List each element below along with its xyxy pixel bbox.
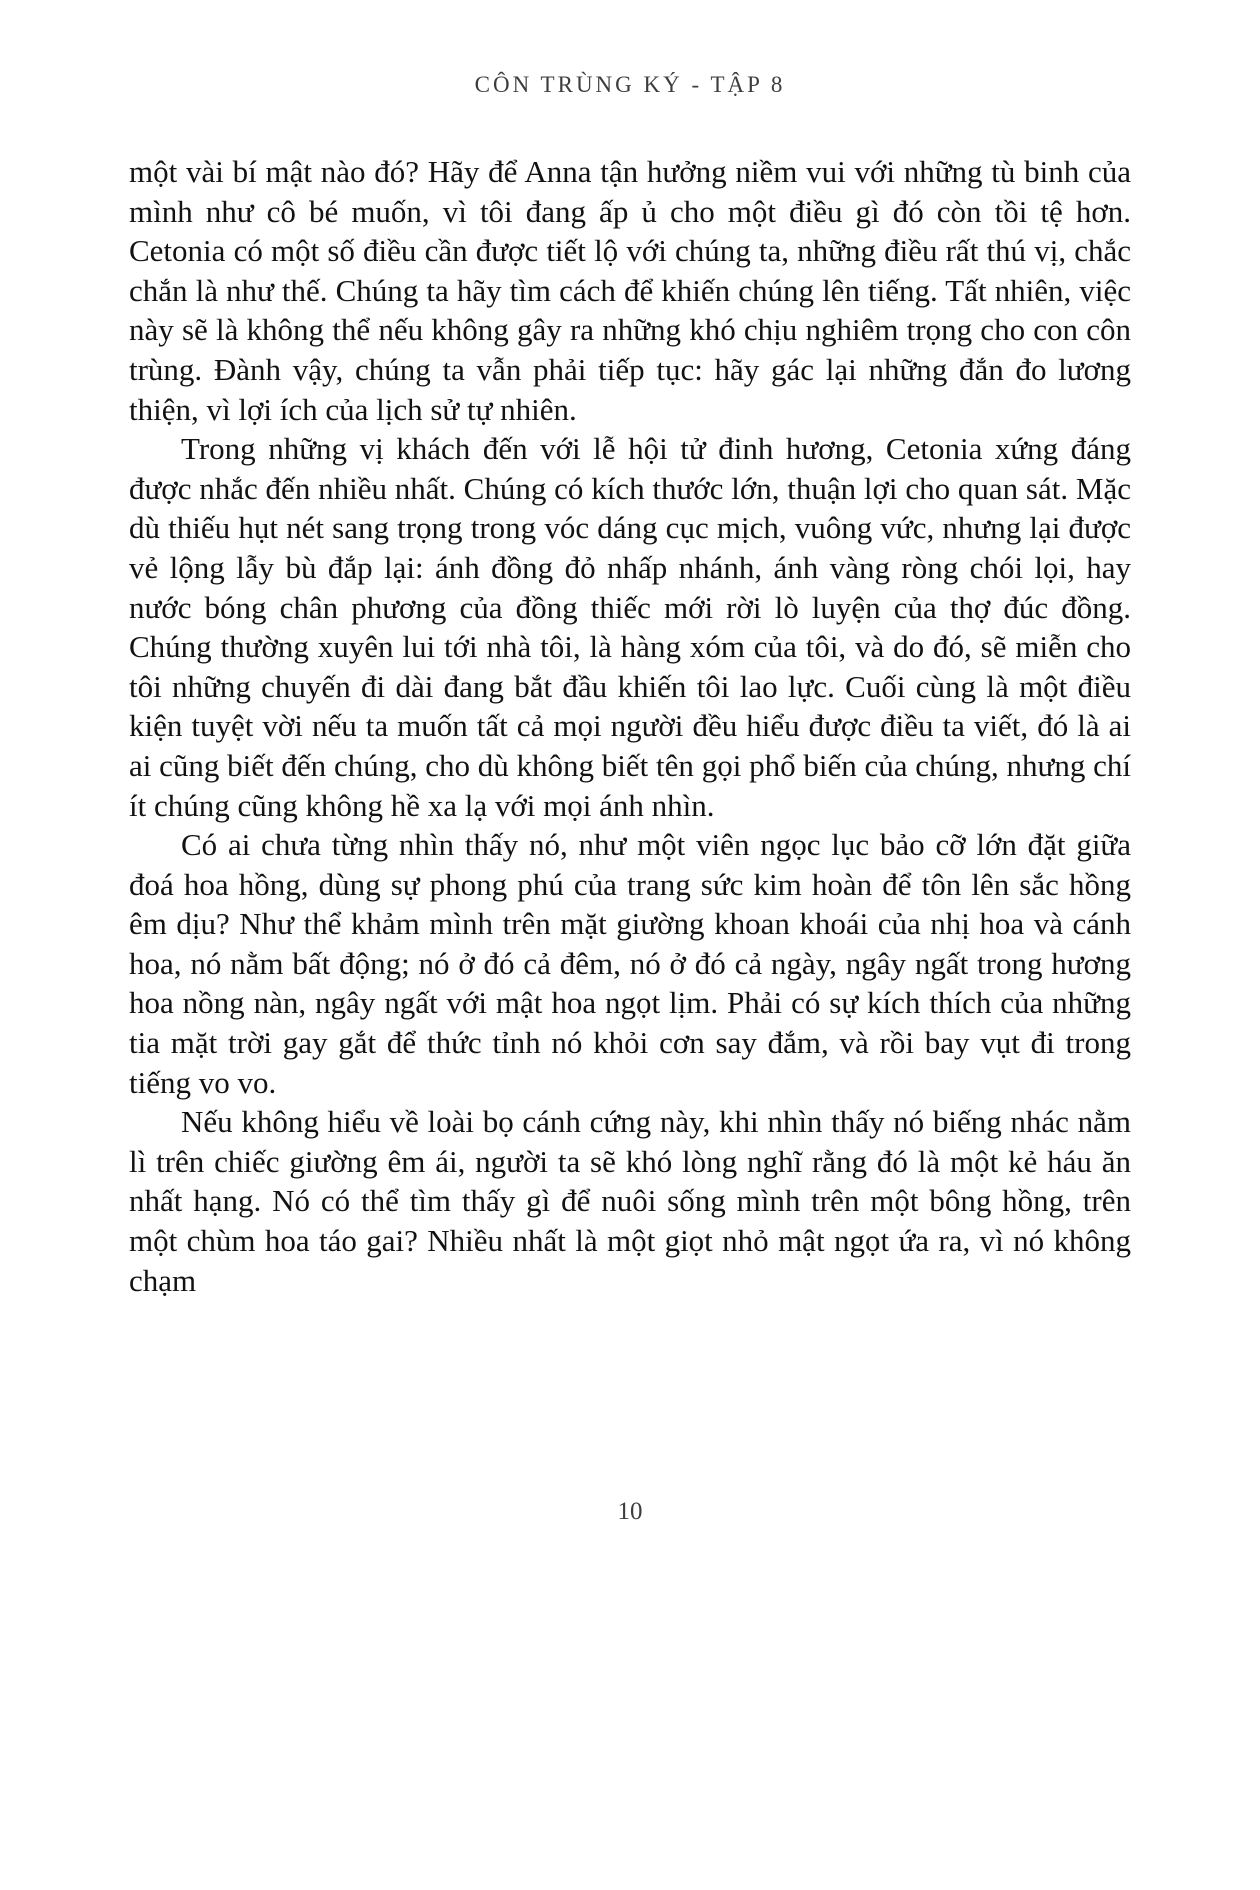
paragraph-continuation: một vài bí mật nào đó? Hãy để Anna tận hưởng niềm vui với những tù binh của mình như cô bé muốn, vì tôi đang ấp ủ cho một điều gì đó còn tồi tệ hơn. Cetonia có một số điều cần được tiết lộ với chúng ta, những điều rất thú vị, chắc chắn là như thế. Chúng ta hãy tìm cách để khiến chúng lên tiếng. Tất nhiên, việc này sẽ là không thể nếu không gây ra những khó chịu nghiêm trọng cho con côn trùng. Đành vậy, chúng ta vẫn phải tiếp tục: hãy gác lại những đắn đo lương thiện, vì lợi ích của lịch sử tự nhiên.: [129, 154, 1131, 427]
page-body: [129, 152, 1131, 1300]
paragraph: Nếu không hiểu về loài bọ cánh cứng này, khi nhìn thấy nó biếng nhác nằm lì trên chiếc giường êm ái, người ta sẽ khó lòng nghĩ rằng đó là một kẻ háu ăn nhất hạng. Nó có thể tìm thấy gì để nuôi sống mình trên một bông hồng, trên một chùm hoa táo gai? Nhiều nhất là một giọt nhỏ mật ngọt ứa ra, vì nó không chạm: [129, 1104, 1131, 1298]
running-head: [0, 72, 1260, 98]
page-number: 10: [617, 1498, 643, 1525]
paragraph: Trong những vị khách đến với lễ hội tử đinh hương, Cetonia xứng đáng được nhắc đến nhiều nhất. Chúng có kích thước lớn, thuận lợi cho quan sát. Mặc dù thiếu hụt nét sang trọng trong vóc dáng cục mịch, vuông vức, nhưng lại được vẻ lộng lẫy bù đắp lại: ánh đồng đỏ nhấp nhánh, ánh vàng ròng chói lọi, hay nước bóng chân phương của đồng thiếc mới rời lò luyện của thợ đúc đồng. Chúng thường xuyên lui tới nhà tôi, là hàng xóm của tôi, và do đó, sẽ miễn cho tôi những chuyến đi dài đang bắt đầu khiến tôi lao lực. Cuối cùng là một điều kiện tuyệt vời nếu ta muốn tất cả mọi người đều hiểu được điều ta viết, đó là ai ai cũng biết đến chúng, cho dù không biết tên gọi phổ biến của chúng, nhưng chí ít chúng cũng không hề xa lạ với mọi ánh nhìn.: [129, 431, 1131, 823]
page-footer: [0, 1498, 1260, 1526]
paragraph: Có ai chưa từng nhìn thấy nó, như một viên ngọc lục bảo cỡ lớn đặt giữa đoá hoa hồng, dùng sự phong phú của trang sức kim hoàn để tôn lên sắc hồng êm dịu? Như thể khảm mình trên mặt giường khoan khoái của nhị hoa và cánh hoa, nó nằm bất động; nó ở đó cả đêm, nó ở đó cả ngày, ngây ngất trong hương hoa nồng nàn, ngây ngất với mật hoa ngọt lịm. Phải có sự kích thích của những tia mặt trời gay gắt để thức tỉnh nó khỏi cơn say đắm, và rồi bay vụt đi trong tiếng vo vo.: [129, 827, 1131, 1100]
book-title: CÔN TRÙNG KÝ - TẬP 8: [474, 72, 786, 97]
